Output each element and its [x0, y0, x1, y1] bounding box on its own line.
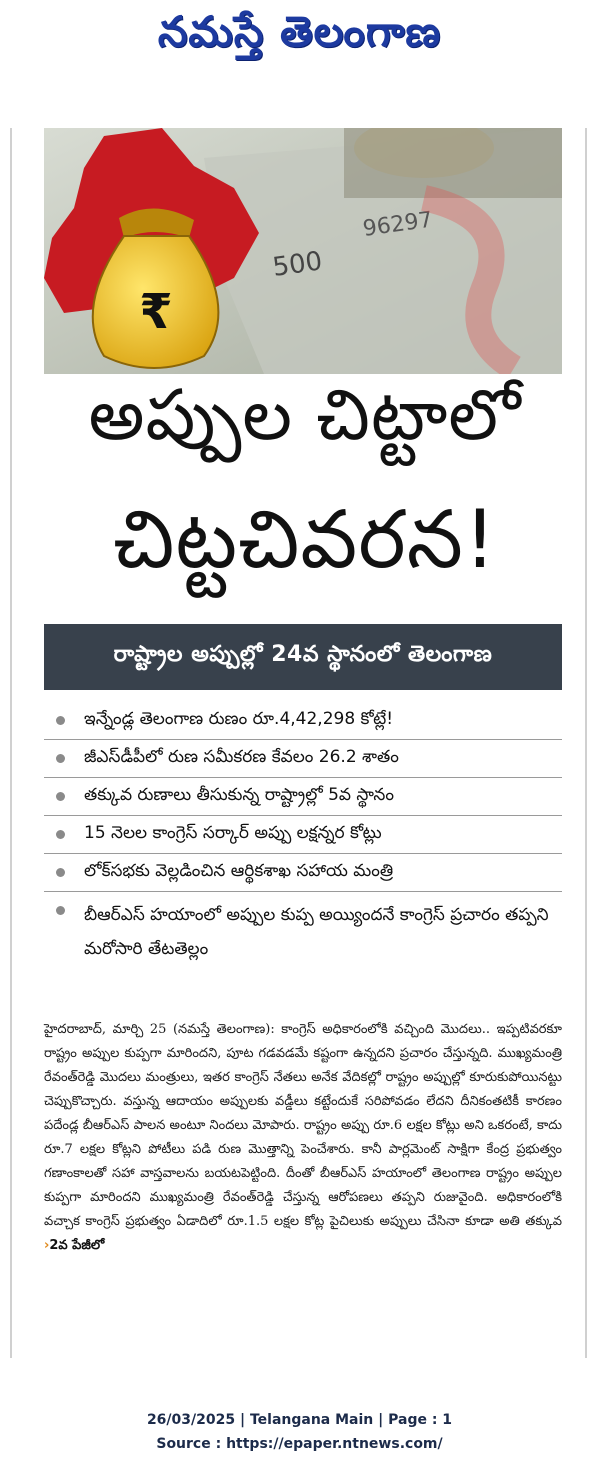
- highlight-text: తక్కువ రుణాలు తీసుకున్న రాష్ట్రాల్లో 5వ స్థానం: [84, 784, 394, 805]
- note-denomination-text: 500: [270, 246, 325, 283]
- note-serial-text: 96297: [361, 207, 435, 242]
- highlight-item: [44, 816, 562, 854]
- masthead: [0, 0, 599, 74]
- highlight-text: ఇన్నేండ్ల తెలంగాణ రుణం రూ.4,42,298 కోట్లే!: [84, 708, 394, 729]
- headline-line-1: అప్పుల చిట్టాలో: [88, 374, 522, 456]
- subheadline-banner: [44, 624, 562, 690]
- continued-page-text: 2వ పేజీలో: [49, 1238, 105, 1253]
- highlight-text: 15 నెలల కాంగ్రెస్ సర్కార్ అప్పు లక్షన్నర కోట్లు: [84, 822, 382, 843]
- highlight-item: [44, 854, 562, 892]
- footer-source: Source : https://epaper.ntnews.com/: [156, 1436, 443, 1452]
- highlight-item: [44, 702, 562, 740]
- hero-illustration: [44, 128, 562, 374]
- hero-image: [44, 128, 562, 374]
- left-column-rule: [10, 128, 12, 1358]
- article-body: [44, 1018, 567, 1258]
- rupee-icon: ₹: [139, 284, 173, 340]
- highlight-text: లోక్‌సభకు వెల్లడించిన ఆర్థికశాఖ సహాయ మంత్రి: [84, 860, 394, 881]
- chevron-right-icon: ›: [44, 1238, 50, 1253]
- highlights-list: [44, 702, 562, 966]
- bullet-dot-icon: [56, 906, 65, 915]
- bullet-dot-icon: [56, 830, 65, 839]
- article-text: కాంగ్రెస్ అధికారంలోకి వచ్చింది మొదలు.. ఇప్పటివరకూ రాష్ట్రం అప్పుల కుప్పగా మారిందని, పూట గడవడమే కష్టంగా ఉన్నదని ప్రచారం చేస్తున్నది. ముఖ్యమంత్రి రేవంత్‌రెడ్డి మొదలు మంత్రులు, ఇతర కాంగ్రెస్ నేతలు అనేక వేదికల్లో రాష్ట్రం అప్పుల్లో కూరుకుపోయినట్టు చెప్పుకొచ్చారు. వస్తున్న ఆదాయం అప్పులకు వడ్డీలు కట్టేందుకే సరిపోవడం లేదని దీనికంతటికీ కారణం పదేండ్ల బీఆర్ఎస్ పాలన అంటూ నిందలు మోపారు. రాష్ట్రం అప్పు రూ.6 లక్షల కోట్లు అని ఒకరంటే, కాదు రూ.7 లక్షల కోట్లని పోటీలు పడి రుణ మొత్తాన్ని పెంచేశారు. కానీ పార్లమెంట్ సాక్షిగా కేంద్ర ప్రభుత్వం గణాంకాలతో సహా వాస్తవాలను బయటపెట్టింది. దీంతో బీఆర్ఎస్ హయాంలో తెలంగాణ రాష్ట్రం అప్పుల కుప్పగా మారిందని ముఖ్యమంత్రి రేవంత్‌రెడ్డి చేస్తున్న ఆరోపణలు తప్పని రుజువైంది. అధికారంలోకి వచ్చాక కాంగ్రెస్ ప్రభుత్వం ఏడాదిలో రూ.1.5 లక్షల కోట్ల పైచిలుకు అప్పులు చేసినా కూడా అతి తక్కువ: [44, 1022, 567, 1229]
- right-column-rule: [585, 128, 587, 1358]
- bullet-dot-icon: [56, 792, 65, 801]
- highlight-item: [44, 892, 562, 966]
- bullet-dot-icon: [56, 716, 65, 725]
- bullet-dot-icon: [56, 868, 65, 877]
- highlight-item: [44, 740, 562, 778]
- highlight-text: జీఎస్‌డీపీలో రుణ సమీకరణ కేవలం 26.2 శాతం: [84, 746, 399, 767]
- footer-edition-info: 26/03/2025 | Telangana Main | Page : 1: [146, 1412, 453, 1428]
- highlight-item: [44, 778, 562, 816]
- continued-link[interactable]: [44, 1238, 104, 1253]
- newspaper-title: నమస్తే తెలంగాణ: [157, 7, 442, 56]
- headline-line-2: చిట్టచివరన!: [113, 493, 497, 586]
- article-dateline: హైదరాబాద్, మార్చి 25 (నమస్తే తెలంగాణ):: [44, 1022, 275, 1037]
- highlight-text: బీఆర్ఎస్ హయాంలో అప్పుల కుప్ప అయ్యిందనే కాంగ్రెస్ ప్రచారం తప్పని మరోసారి తేటతెల్లం: [84, 905, 549, 959]
- bullet-dot-icon: [56, 754, 65, 763]
- subheadline-text: రాష్ట్రాల అప్పుల్లో 24వ స్థానంలో తెలంగాణ: [113, 642, 493, 667]
